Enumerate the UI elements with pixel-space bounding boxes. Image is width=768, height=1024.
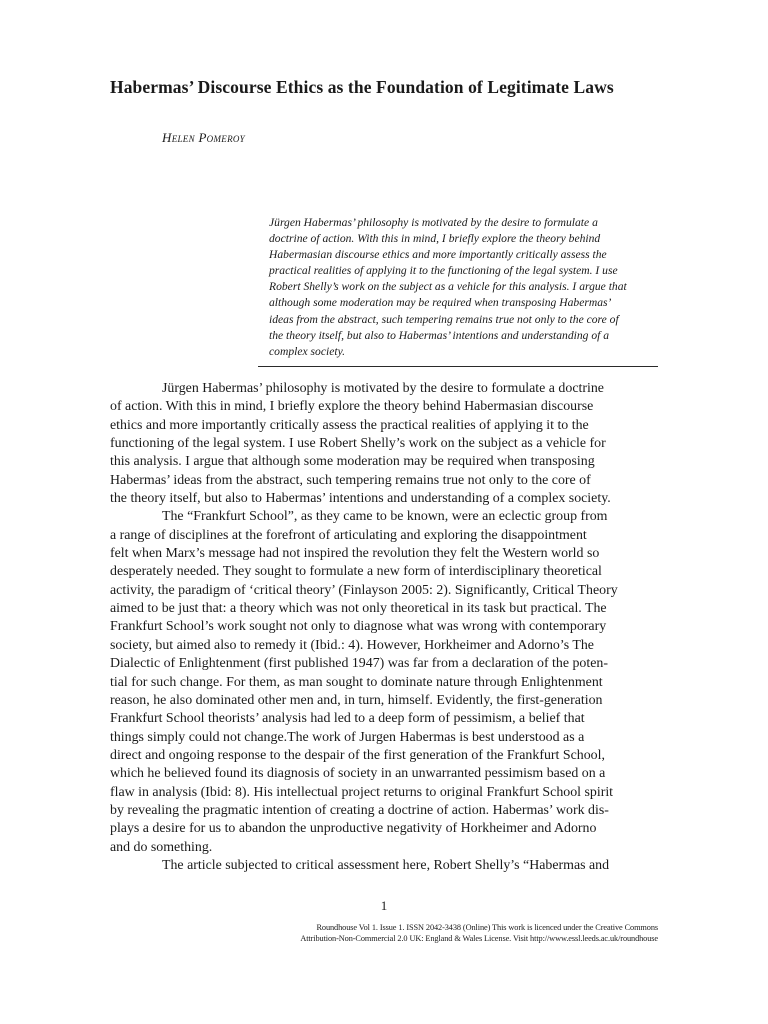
abstract-line: the theory itself, but also to Habermas’ intentions and understanding of a bbox=[269, 328, 610, 342]
body-line: this analysis. I argue that although some moderation may be required when transposing bbox=[110, 454, 595, 470]
body-line: things simply could not change.The work of Jurgen Habermas is best understood as a bbox=[110, 729, 585, 745]
body-line: Habermas’ ideas from the abstract, such tempering remains true not only to the core of bbox=[110, 472, 591, 488]
body-line: Jürgen Habermas’ philosophy is motivated by the desire to formulate a doctrine bbox=[162, 381, 604, 396]
body-line: functioning of the legal system. I use Robert Shelly’s work on the subject as a vehicle for bbox=[110, 436, 606, 452]
page-number bbox=[0, 898, 768, 914]
abstract bbox=[269, 215, 659, 360]
footer-line: Attribution-Non-Commercial 2.0 UK: England & Wales License. Visit http://www.essl.leeds.ac.uk/roundhouse bbox=[300, 934, 658, 943]
body-line: the theory itself, but also to Habermas’ intentions and understanding of a complex society. bbox=[110, 491, 611, 507]
body-line: ethics and more importantly critically assess the practical realities of applying it to the bbox=[110, 417, 589, 433]
body-line: direct and ongoing response to the despair of the first generation of the Frankfurt School, bbox=[110, 747, 605, 763]
abstract-line: practical realities of applying it to the functioning of the legal system. I use bbox=[269, 264, 618, 278]
body-line: Frankfurt School theorists’ analysis had led to a deep form of pessimism, a belief that bbox=[110, 711, 585, 727]
body-line: reason, he also dominated other men and, in turn, himself. Evidently, the first-generation bbox=[110, 692, 603, 708]
body-line: Dialectic of Enlightenment (first published 1947) was far from a declaration of the poten- bbox=[110, 656, 608, 672]
abstract-line: doctrine of action. With this in mind, I briefly explore the theory behind bbox=[269, 232, 601, 246]
body-line: by revealing the pragmatic intention of creating a doctrine of action. Habermas’ work dis- bbox=[110, 802, 609, 818]
body-line: which he believed found its diagnosis of society in an unwarranted pessimism based on a bbox=[110, 766, 606, 782]
body-line: of action. With this in mind, I briefly explore the theory behind Habermasian discourse bbox=[110, 399, 594, 415]
body-line: flaw in analysis (Ibid: 8). His intellectual project returns to original Frankfurt School spirit bbox=[110, 784, 614, 800]
footer-line: Roundhouse Vol 1. Issue 1. ISSN 2042-3438 (Online) This work is licenced under the Creative Commons bbox=[316, 923, 658, 932]
body-line: felt when Marx’s message had not inspired the revolution they felt the Western world so bbox=[110, 546, 600, 562]
body-line: The “Frankfurt School”, as they came to be known, were an eclectic group from bbox=[162, 509, 608, 525]
abstract-line: Jürgen Habermas’ philosophy is motivated by the desire to formulate a bbox=[269, 216, 598, 229]
body-line: activity, the paradigm of ‘critical theory’ (Finlayson 2005: 2). Significantly, Critical Theory bbox=[110, 582, 618, 598]
body-text bbox=[110, 380, 658, 875]
body-line: society, but aimed also to remedy it (Ibid.: 4). However, Horkheimer and Adorno’s The bbox=[110, 637, 594, 653]
author-name: Helen Pomeroy bbox=[162, 130, 245, 145]
abstract-line: complex society. bbox=[269, 344, 345, 358]
body-line: The article subjected to critical assessment here, Robert Shelly’s “Habermas and bbox=[162, 857, 610, 873]
journal-footer bbox=[198, 922, 658, 944]
body-line: and do something. bbox=[110, 839, 213, 855]
body-line: desperately needed. They sought to formulate a new form of interdisciplinary theoretical bbox=[110, 564, 602, 580]
abstract-line: Robert Shelly’s work on the subject as a vehicle for this analysis. I argue that bbox=[269, 280, 627, 294]
abstract-line: ideas from the abstract, such tempering remains true not only to the core of bbox=[269, 312, 619, 326]
body-line: aimed to be just that: a theory which was not only theoretical in its task but practical. The bbox=[110, 601, 607, 617]
body-line: a range of disciplines at the forefront of articulating and exploring the disappointment bbox=[110, 527, 587, 543]
abstract-line: although some moderation may be required when transposing Habermas’ bbox=[269, 296, 612, 310]
body-line: Frankfurt School’s work sought not only to diagnose what was wrong with contemporary bbox=[110, 619, 607, 635]
abstract-divider bbox=[258, 366, 658, 367]
page-number-label: 1 bbox=[380, 898, 388, 913]
abstract-line: Habermasian discourse ethics and more importantly critically assess the bbox=[269, 248, 607, 262]
body-line: plays a desire for us to abandon the unproductive negativity of Horkheimer and Adorno bbox=[110, 821, 597, 837]
paper-title: Habermas’ Discourse Ethics as the Foundation of Legitimate Laws bbox=[110, 76, 614, 97]
body-line: tial for such change. For them, as man sought to dominate nature through Enlightenment bbox=[110, 674, 603, 690]
